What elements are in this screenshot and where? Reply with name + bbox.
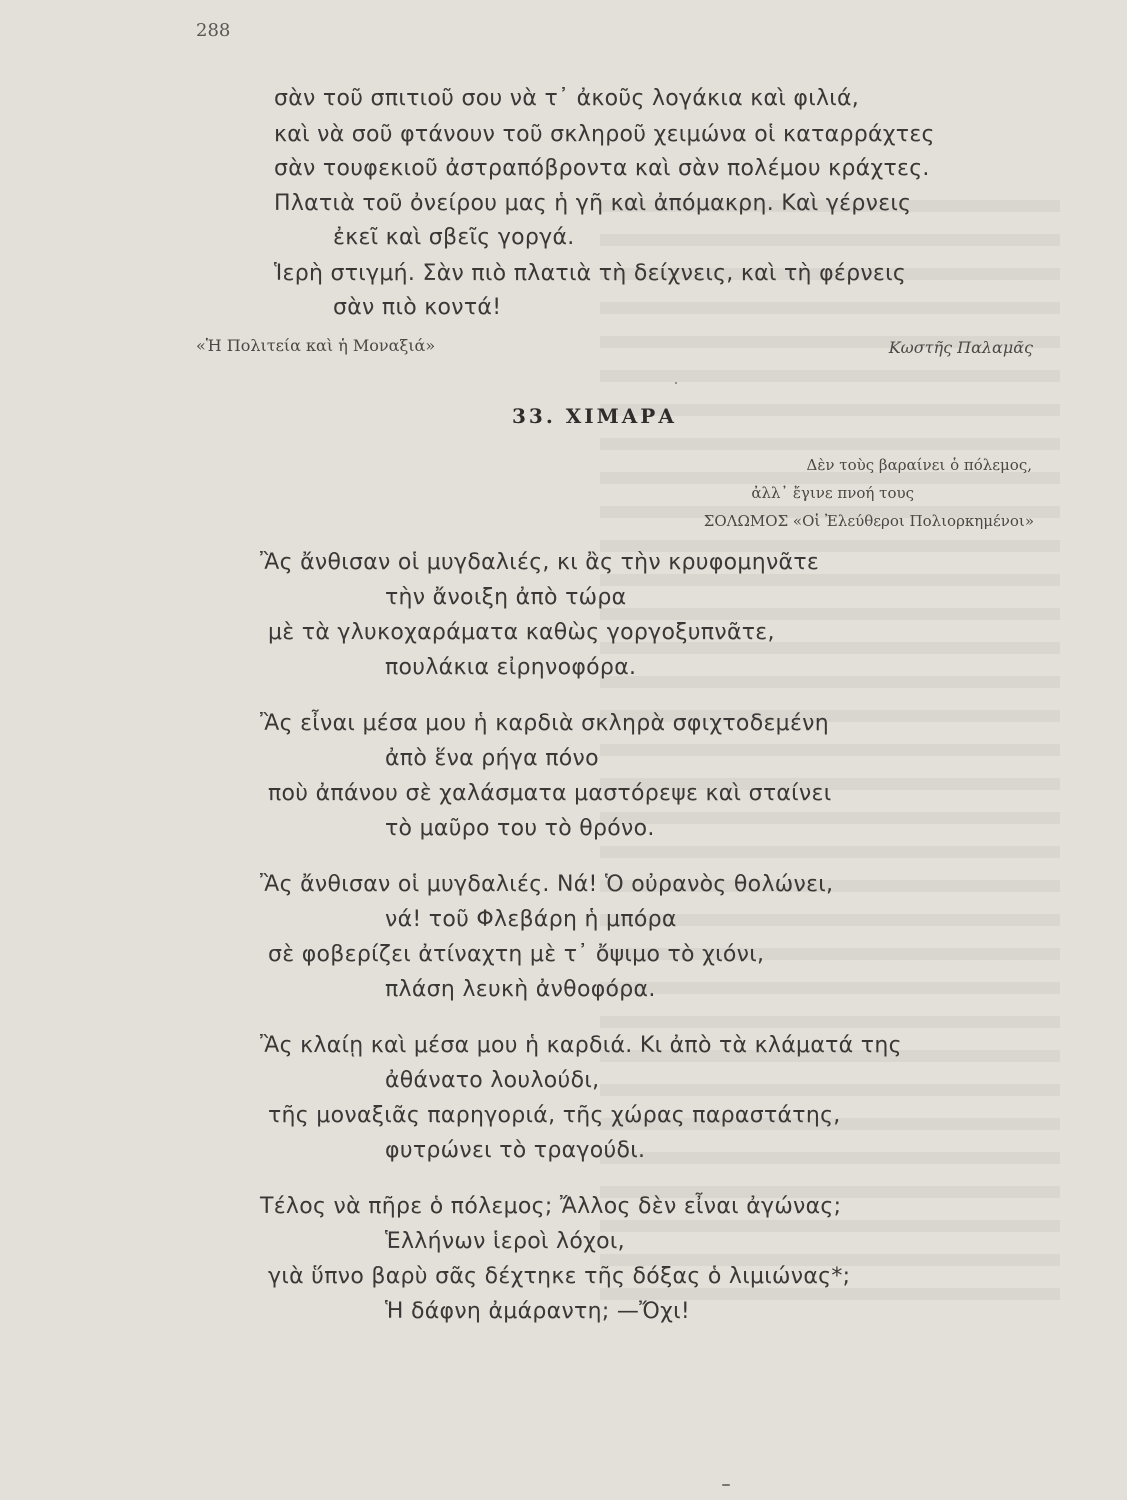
prev-poem-line: σὰν πιὸ κοντά! xyxy=(333,295,502,320)
epigraph-attribution: ΣΟΛΩΜΟΣ «Οἱ Ἐλεύθεροι Πολιορκημένοι» xyxy=(703,512,1034,530)
prev-poem-author: Κωστῆς Παλαμᾶς xyxy=(888,338,1033,357)
poem-line: σὲ φοβερίζει ἀτίναχτη μὲ τ᾽ ὄψιμο τὸ χιόνι, xyxy=(268,942,765,967)
poem-line: Ἑλλήνων ἱεροὶ λόχοι, xyxy=(385,1229,625,1254)
poem-line: τῆς μοναξιᾶς παρηγοριά, τῆς χώρας παραστάτης, xyxy=(268,1103,841,1128)
prev-poem-line: Ἱερὴ στιγμή. Σὰν πιὸ πλατιὰ τὴ δείχνεις, καὶ τὴ φέρνεις xyxy=(274,261,907,286)
poem-line: πουλάκια εἰρηνοφόρα. xyxy=(385,655,637,680)
poem-line: Ἂς ἄνθισαν οἱ μυγδαλιές, κι ἂς τὴν κρυφομηνᾶτε xyxy=(260,550,820,575)
poem-line: γιὰ ὕπνο βαρὺ σᾶς δέχτηκε τῆς δόξας ὁ λιμιώνας*; xyxy=(268,1264,851,1289)
poem-line: Ἡ δάφνη ἀμάραντη; —Ὄχι! xyxy=(385,1299,690,1324)
poem-line: ἀθάνατο λουλούδι, xyxy=(385,1068,600,1093)
poem-line: μὲ τὰ γλυκοχαράματα καθὼς γοργοξυπνᾶτε, xyxy=(268,620,775,645)
poem-line: πλάση λευκὴ ἀνθοφόρα. xyxy=(385,977,656,1002)
epigraph-line: Δὲν τοὺς βαραίνει ὁ πόλεμος, xyxy=(806,456,1032,474)
prev-poem-line: σὰν τοῦ σπιτιοῦ σου νὰ τ᾽ ἀκοῦς λογάκια καὶ φιλιά, xyxy=(274,86,860,111)
poem-line: Ἂς εἶναι μέσα μου ἡ καρδιὰ σκληρὰ σφιχτοδεμένη xyxy=(260,711,829,736)
prev-poem-line: σὰν τουφεκιοῦ ἀστραπόβροντα καὶ σὰν πολέμου κράχτες. xyxy=(274,156,930,181)
prev-poem-line: Πλατιὰ τοῦ ὀνείρου μας ἡ γῆ καὶ ἀπόμακρη. Καὶ γέρνεις xyxy=(274,191,912,216)
poem-line: ποὺ ἀπάνου σὲ χαλάσματα μαστόρεψε καὶ σταίνει xyxy=(268,781,832,806)
show-through-text xyxy=(600,200,1060,1320)
poem-line: νά! τοῦ Φλεβάρη ἡ μπόρα xyxy=(385,907,677,932)
prev-poem-source: «Ἡ Πολιτεία καὶ ἡ Μοναξιά» xyxy=(196,336,436,355)
prev-poem-line: ἐκεῖ καὶ σβεῖς γοργά. xyxy=(333,225,575,250)
poem-line: τὸ μαῦρο του τὸ θρόνο. xyxy=(385,816,655,841)
poem-line: Ἂς ἄνθισαν οἱ μυγδαλιές. Νά! Ὁ οὐρανὸς θολώνει, xyxy=(260,872,834,897)
poem-line: ἀπὸ ἕνα ρήγα πόνο xyxy=(385,746,599,771)
poem-line: Ἂς κλαίῃ καὶ μέσα μου ἡ καρδιά. Κι ἀπὸ τὰ κλάματά της xyxy=(260,1033,902,1058)
poem-line: Τέλος νὰ πῆρε ὁ πόλεμος; Ἄλλος δὲν εἶναι ἀγώνας; xyxy=(260,1194,842,1219)
ink-speck xyxy=(722,1484,730,1486)
epigraph-line: ἀλλ᾽ ἔγινε πνοή τους xyxy=(751,484,914,502)
ink-speck xyxy=(675,382,677,384)
page-number: 288 xyxy=(196,20,231,41)
poem-line: φυτρώνει τὸ τραγούδι. xyxy=(385,1138,646,1163)
poem-line: τὴν ἄνοιξη ἀπὸ τώρα xyxy=(385,585,627,610)
poem-title: 33. ΧΙΜΑΡΑ xyxy=(512,404,677,428)
prev-poem-line: καὶ νὰ σοῦ φτάνουν τοῦ σκληροῦ χειμώνα οἱ καταρράχτες xyxy=(274,122,935,147)
